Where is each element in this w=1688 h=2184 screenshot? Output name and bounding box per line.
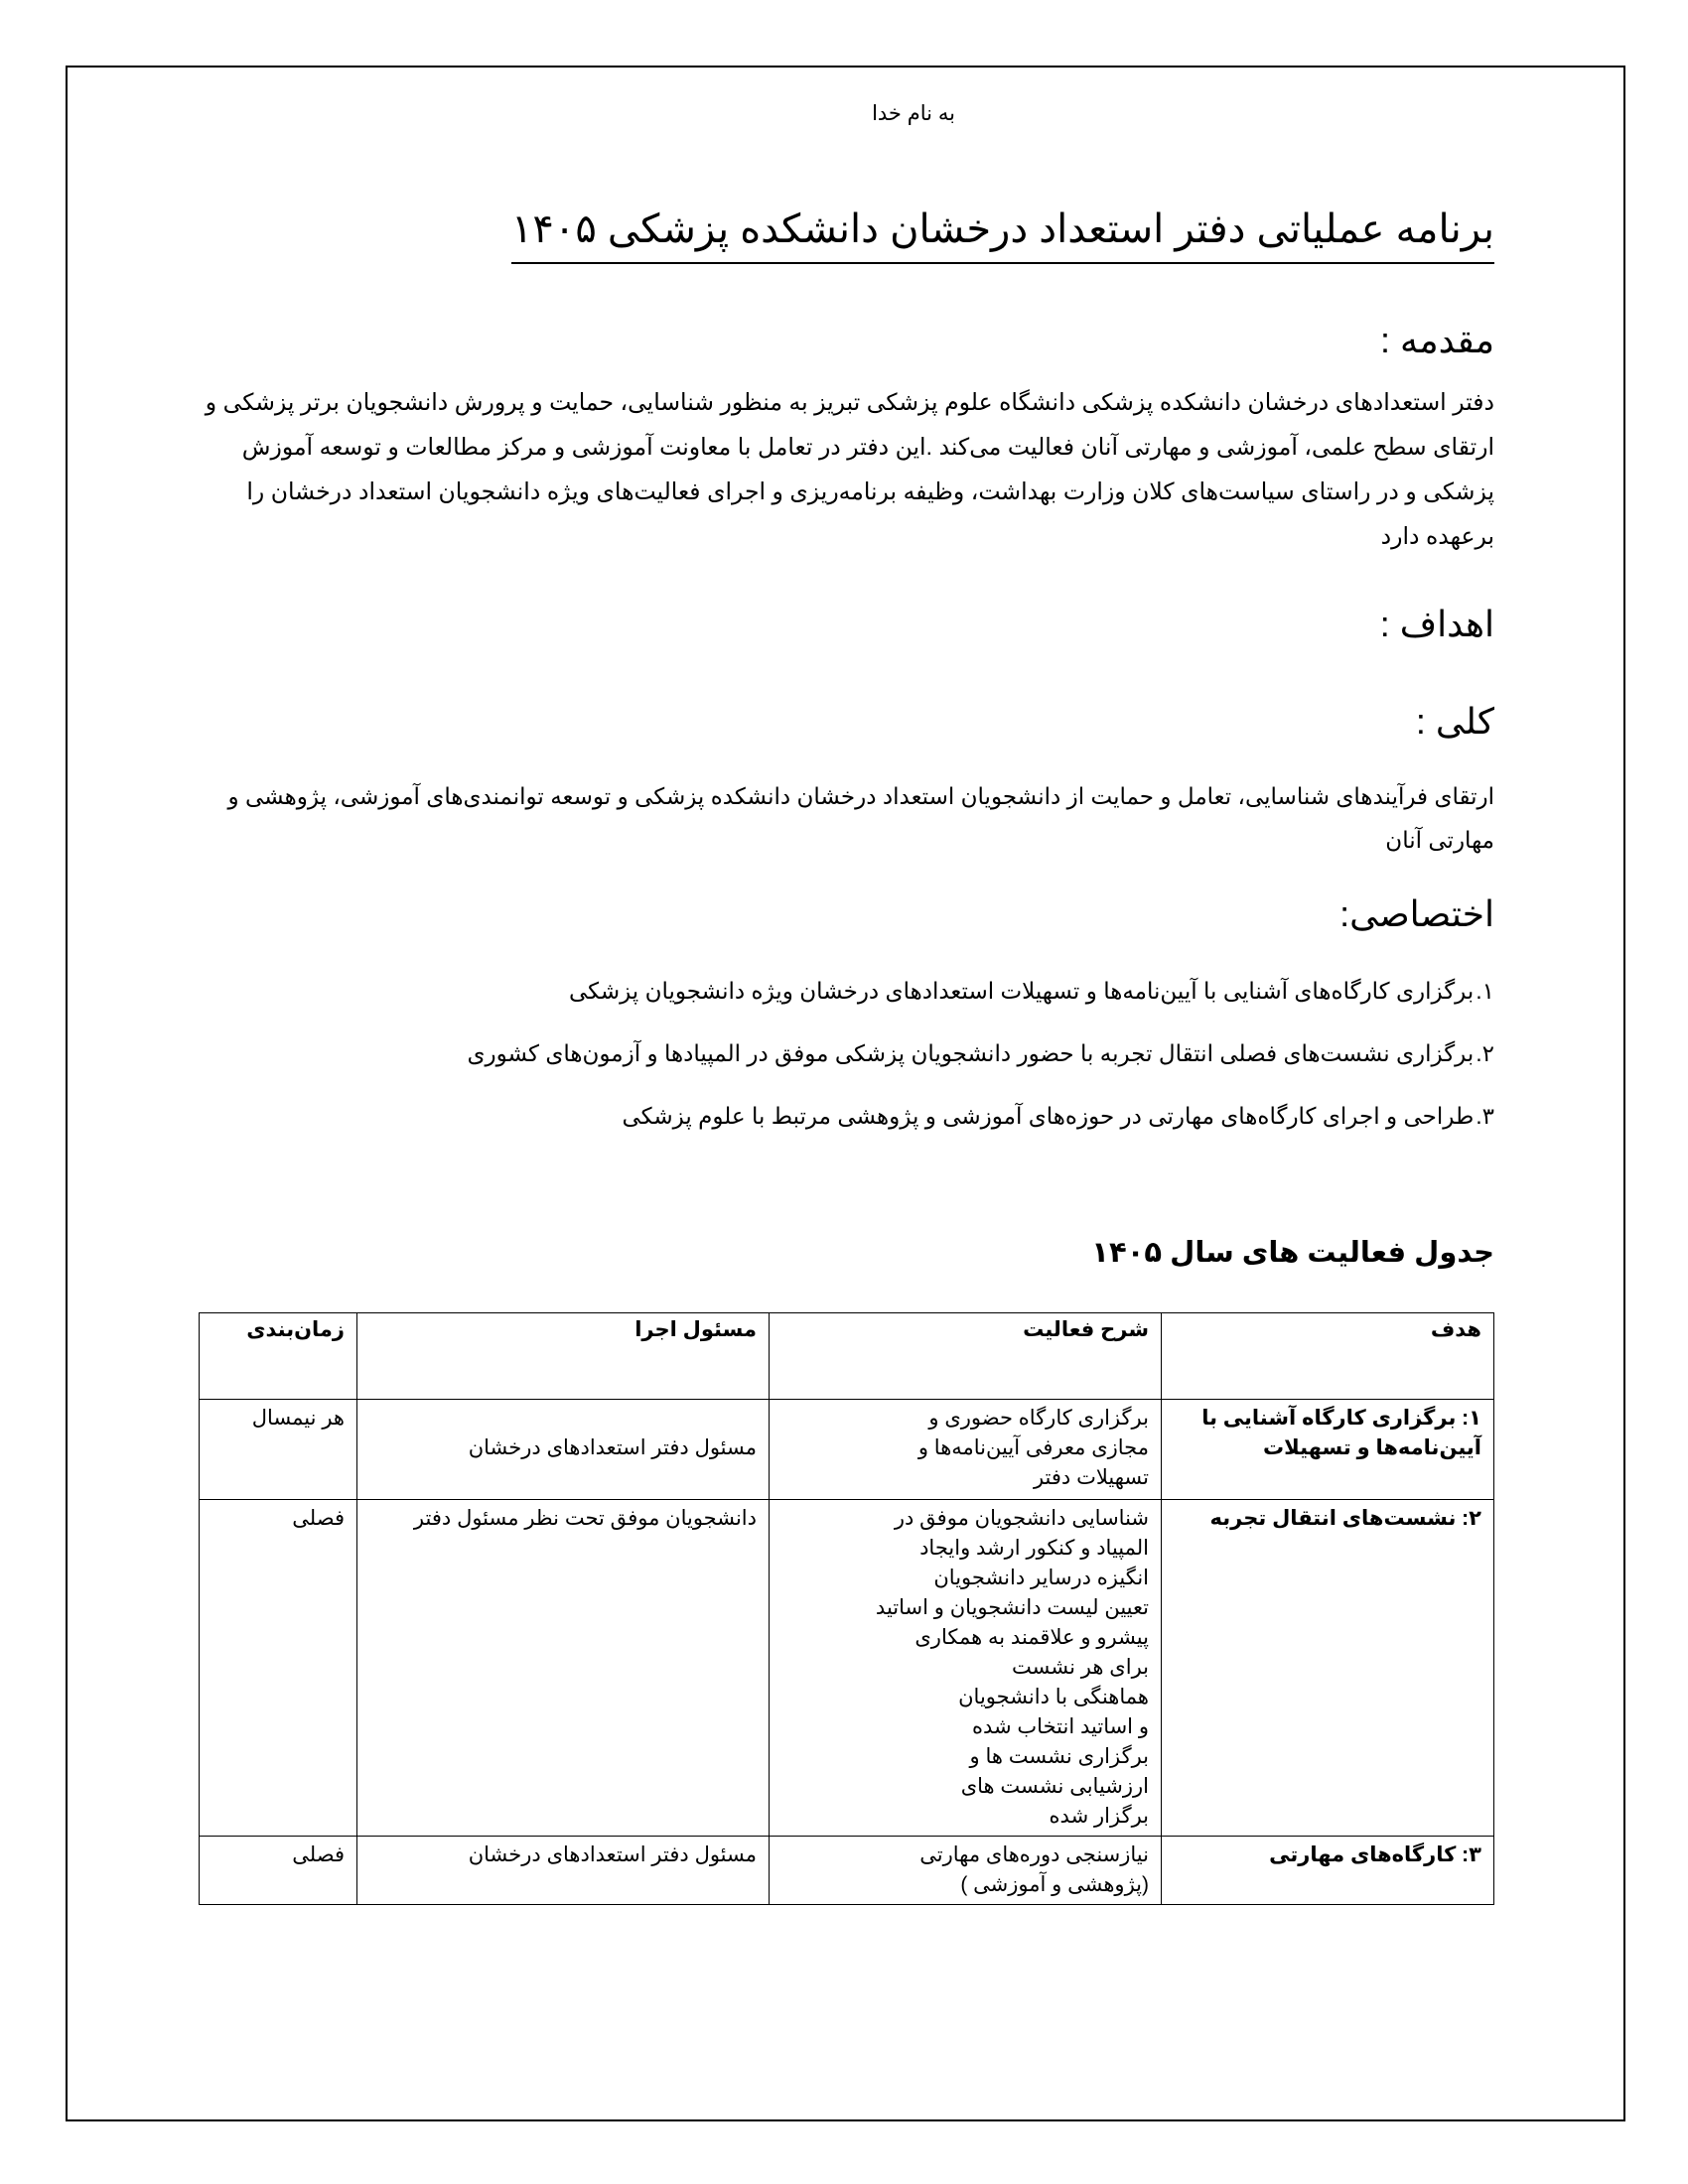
activity-table-title: جدول فعالیت های سال ۱۴۰۵: [1091, 1237, 1494, 1269]
table-row: [200, 1400, 1494, 1500]
list-item: [468, 1033, 1494, 1096]
cell-schedule: فصلی: [200, 1837, 357, 1905]
cell-responsible: مسئول دفتر استعدادهای درخشان: [357, 1837, 770, 1905]
list-item-number: ۳.: [1476, 1103, 1494, 1129]
header-responsible: مسئول اجرا: [357, 1313, 770, 1400]
list-item-number: ۱.: [1476, 978, 1494, 1004]
cell-goal: ۳: کارگاه‌های مهارتی: [1162, 1837, 1494, 1905]
description-line: ارزشیابی نشست های: [960, 1775, 1149, 1798]
description-line: (پژوهشی و آموزشی ): [960, 1873, 1149, 1896]
intro-line: برتر پزشکی و ارتقای سطح علمی، آموزشی و مهارتی آنان فعالیت می‌کند .این دفتر در تعامل با معاونت آموزشی و مرکز: [205, 389, 1494, 460]
description-line: پیشرو و علاقمند به همکاری: [914, 1626, 1149, 1649]
general-goals-heading: کلی :: [1415, 701, 1494, 742]
description-line: شناسایی دانشجویان موفق در: [894, 1507, 1149, 1530]
header-schedule: زمان‌بندی: [200, 1313, 357, 1400]
document-title: برنامه عملیاتی دفتر استعداد درخشان دانشکده پزشکی ۱۴۰۵: [511, 206, 1494, 264]
list-item-text: طراحی و اجرای کارگاه‌های مهارتی در حوزه‌های آموزشی و پژوهشی مرتبط با علوم پزشکی: [622, 1103, 1475, 1129]
list-item-text: برگزاری کارگاه‌های آشنایی با آیین‌نامه‌ها و تسهیلات استعدادهای درخشان ویژه دانشجویان پزشکی: [568, 978, 1475, 1004]
responsible-text: مسئول دفتر استعدادهای درخشان: [468, 1436, 757, 1459]
basmala: به نام خدا: [872, 102, 955, 125]
description-line: برای هر نشست: [1012, 1656, 1149, 1679]
cell-goal: ۱: برگزاری کارگاه آشنایی با آیین‌نامه‌ها و تسهیلات: [1162, 1400, 1494, 1500]
cell-goal: ۲: نشست‌های انتقال تجربه: [1162, 1500, 1494, 1837]
intro-line: مطالعات و توسعه آموزش پزشکی و در راستای سیاست‌های کلان وزارت بهداشت، وظیفه برنامه‌ریزی و اجرای: [241, 434, 1494, 504]
list-item: [468, 971, 1494, 1033]
general-goals-paragraph: [179, 774, 1494, 862]
intro-paragraph: [194, 380, 1494, 559]
cell-description: [770, 1500, 1162, 1837]
cell-schedule: هر نیمسال: [200, 1400, 357, 1500]
description-line: و اساتید انتخاب شده: [971, 1715, 1149, 1738]
description-line: تعیین لیست دانشجویان و اساتید: [875, 1596, 1149, 1619]
description-line: مجازی معرفی آیین‌نامه‌ها و: [917, 1436, 1149, 1459]
header-description: شرح فعالیت: [770, 1313, 1162, 1400]
list-item: [468, 1096, 1494, 1159]
intro-line: دفتر استعدادهای درخشان دانشکده پزشکی دانشگاه علوم پزشکی تبریز به منظور شناسایی، حمایت و پرورش دانشجویان: [346, 389, 1494, 415]
general-goals-line: مهارتی آنان: [1385, 827, 1494, 853]
table-row: [200, 1500, 1494, 1837]
cell-schedule: فصلی: [200, 1500, 357, 1837]
list-item-number: ۲.: [1476, 1040, 1494, 1066]
description-line: تسهیلات دفتر: [1033, 1466, 1149, 1489]
goals-heading: اهداف :: [1379, 604, 1494, 644]
specific-goals-list: [468, 971, 1494, 1159]
intro-line: فعالیت‌های ویژه دانشجویان استعداد درخشان را برعهده دارد: [246, 478, 1494, 549]
description-line: المپیاد و کنکور ارشد وایجاد: [919, 1537, 1149, 1560]
description-line: انگیزه درسایر دانشجویان: [933, 1567, 1149, 1589]
header-goal: هدف: [1162, 1313, 1494, 1400]
cell-description: [770, 1837, 1162, 1905]
activity-table: [199, 1312, 1494, 1905]
intro-heading: مقدمه :: [1380, 320, 1494, 360]
description-line: هماهنگی با دانشجویان: [958, 1686, 1149, 1708]
description-line: برگزاری کارگاه حضوری و: [928, 1407, 1149, 1430]
specific-goals-heading: اختصاصی:: [1339, 893, 1494, 934]
description-line: برگزار شده: [1049, 1805, 1149, 1828]
cell-description: [770, 1400, 1162, 1500]
general-goals-line: ارتقای فرآیندهای شناسایی، تعامل و حمایت از دانشجویان استعداد درخشان دانشکده پزشکی و توسعه توانمندی‌های آموزشی، پژوهشی و: [227, 783, 1494, 809]
description-line: برگزاری نشست ها و: [969, 1745, 1149, 1768]
table-row: [200, 1837, 1494, 1905]
cell-responsible: [357, 1400, 770, 1500]
table-header-row: [200, 1313, 1494, 1400]
list-item-text: برگزاری نشست‌های فصلی انتقال تجربه با حضور دانشجویان پزشکی موفق در المپیادها و آزمون‌های کشوری: [467, 1040, 1475, 1066]
description-line: نیازسنجی دوره‌های مهارتی: [919, 1843, 1149, 1866]
cell-responsible: دانشجویان موفق تحت نظر مسئول دفتر: [357, 1500, 770, 1837]
